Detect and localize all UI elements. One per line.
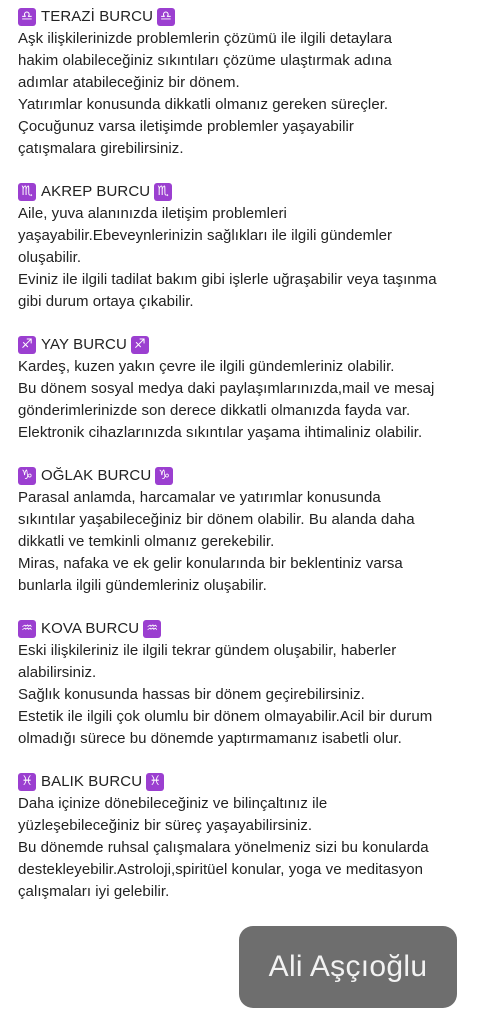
sign-text-line: sıkıntılar yaşabileceğiniz bir dönem olabilir. Bu alanda daha [18,511,415,528]
libra-icon: ♎ [157,8,175,26]
sign-text-line: dikkatli ve temkinli olmanız gerekebilir. [18,533,275,550]
sign-text-line: Çocuğunuz varsa iletişimde problemler yaşayabilir [18,118,354,135]
sign-section-yay [18,334,488,444]
sign-text-line: Bu dönem sosyal medya daki paylaşımlarınızda,mail ve mesaj [18,380,435,397]
sign-text-line: Kardeş, kuzen yakın çevre ile ilgili gündemleriniz olabilir. [18,358,395,375]
sign-section-balik [18,771,488,903]
sign-heading-akrep [18,181,488,203]
sign-text-line: olmadığı sürece bu dönemde yaptırmamanız isabetli olur. [18,730,402,747]
sign-text-line: Parasal anlamda, harcamalar ve yatırımlar konusunda [18,489,381,506]
watermark-text: Ali Aşçıoğlu [268,950,428,983]
sign-section-kova [18,618,488,750]
sign-text-line: yaşayabilir.Ebeveynlerinizin sağlıkları ile ilgili gündemler [18,227,393,244]
sign-text-line: bunlarla ilgili gündemleriniz oluşabilir. [18,577,267,594]
horoscope-content [18,6,488,924]
sign-title: KOVA BURCU [41,620,140,637]
sign-text-line: Yatırımlar konusunda dikkatli olmanız gereken süreçler. [18,96,389,113]
sign-text-line: Sağlık konusunda hassas bir dönem geçirebilirsiniz. [18,686,365,703]
sign-text-line: çatışmalara girebilirsiniz. [18,140,184,157]
pisces-icon: ♓ [146,773,164,791]
sign-text-line: Aşk ilişkilerinizde problemlerin çözümü ile ilgili detaylara [18,30,392,47]
sign-text-line: destekleyebilir.Astroloji,spiritüel konular, yoga ve meditasyon [18,861,424,878]
sign-title: OĞLAK BURCU [41,467,152,484]
sign-text-line: yüzleşebileceğiniz bir süreç yaşayabilirsiniz. [18,817,313,834]
sign-section-akrep [18,181,488,313]
pisces-icon: ♓ [18,773,36,791]
sign-heading-balik [18,771,488,793]
sign-text-line: Estetik ile ilgili çok olumlu bir dönem olmayabilir.Acil bir durum [18,708,433,725]
capricorn-icon: ♑ [155,467,173,485]
scorpio-icon: ♏ [154,183,172,201]
aquarius-icon: ♒ [143,620,161,638]
sign-text-line: Miras, nafaka ve ek gelir konularında bir beklentiniz varsa [18,555,403,572]
aquarius-icon: ♒ [18,620,36,638]
sign-title: AKREP BURCU [41,183,151,200]
libra-icon: ♎ [18,8,36,26]
scorpio-icon: ♏ [18,183,36,201]
sign-text-line: Daha içinize dönebileceğiniz ve bilinçaltınız ile [18,795,328,812]
sign-text-line: gönderimlerinizde son derece dikkatli olmanızda fayda var. [18,402,411,419]
sign-text-line: hakim olabileceğiniz sıkıntıları çözüme ulaştırmak adına [18,52,392,69]
sagittarius-icon: ♐ [131,336,149,354]
sign-title: TERAZİ BURCU [41,8,154,25]
sign-text-line: adımlar atabileceğiniz bir dönem. [18,74,240,91]
sign-heading-terazi [18,6,488,28]
sign-title: BALIK BURCU [41,773,143,790]
capricorn-icon: ♑ [18,467,36,485]
sign-title: YAY BURCU [41,336,127,353]
sign-text-line: gibi durum ortaya çıkabilir. [18,293,194,310]
sign-text-line: oluşabilir. [18,249,82,266]
sign-heading-yay [18,334,488,356]
sign-text-line: çalışmaları iyi gelebilir. [18,883,170,900]
sign-text-line: Eviniz ile ilgili tadilat bakım gibi işlerle uğraşabilir veya taşınma [18,271,437,288]
sagittarius-icon: ♐ [18,336,36,354]
sign-text-line: Aile, yuva alanınızda iletişim problemleri [18,205,287,222]
sign-text-line: Bu dönemde ruhsal çalışmalara yönelmeniz sizi bu konularda [18,839,429,856]
sign-text-line: Eski ilişkileriniz ile ilgili tekrar gündem oluşabilir, haberler [18,642,397,659]
author-watermark [239,926,457,1008]
sign-text-line: alabilirsiniz. [18,664,97,681]
sign-section-oglak [18,465,488,597]
sign-heading-oglak [18,465,488,487]
sign-text-line: Elektronik cihazlarınızda sıkıntılar yaşama ihtimaliniz olabilir. [18,424,423,441]
sign-heading-kova [18,618,488,640]
sign-section-terazi [18,6,488,160]
